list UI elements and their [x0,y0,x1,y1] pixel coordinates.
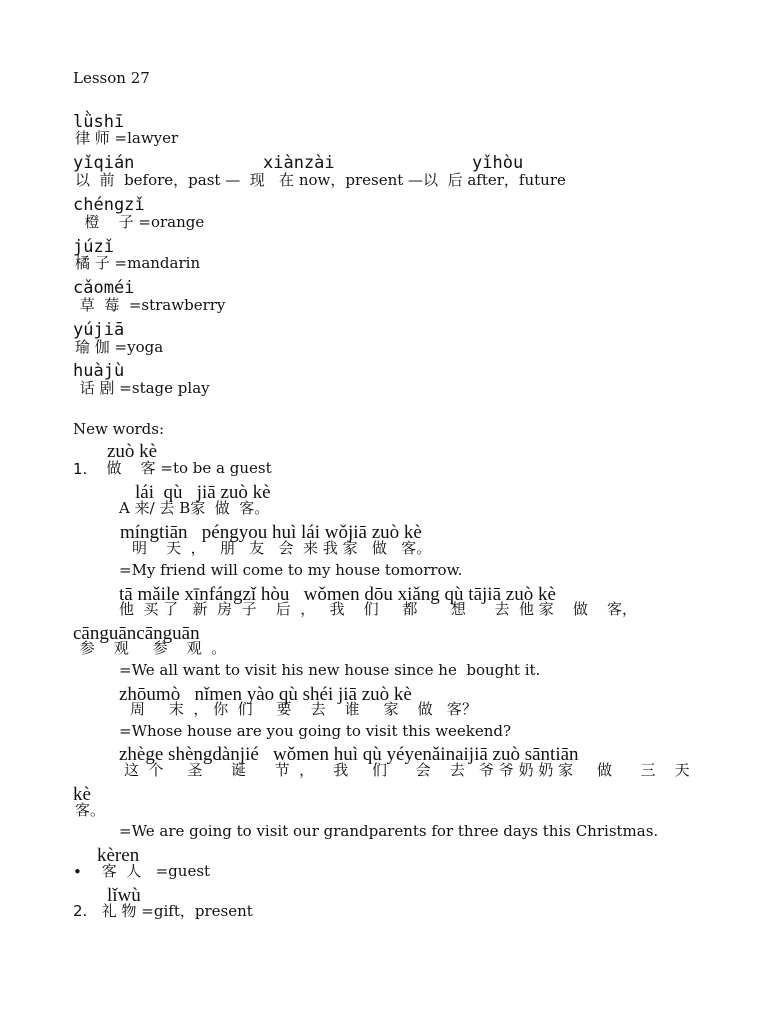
item-line: 礼 物 =gift，present [97,902,253,920]
item-line: 客 人 =guest [97,862,211,880]
list-number: 1. [73,460,88,478]
example-hanzi: 明 天 ， 朋 友 会 来 我 家 做 客。 [132,539,432,557]
bullet-marker: • [73,863,82,881]
example-pinyin: tā mǎile xīnfángzǐ hòu wǒmen dōu xiǎng qù tājiā zuò kè [119,584,556,605]
example-pinyin: zhège shèngdànjié wǒmen huì qù yéyenǎinaijiā zuò sāntiān [119,744,579,765]
vocab-line: 橙 子 =orange [75,213,205,231]
vocab-line: 瑜 伽 =yoga [75,338,164,356]
vocab-pinyin: chéngzǐ [73,195,145,215]
vocab-pinyin: lǜshī [73,112,125,132]
item-line: 做 客 =to be a guest [97,459,272,477]
example-english: =We all want to visit his new house since he bought it. [119,661,541,679]
vocab-pinyin: xiànzài [263,153,335,173]
vocab-line: 话 剧 =stage play [75,379,210,397]
item-pinyin: zuò kè [107,441,158,462]
vocab-pinyin: huàjù [73,361,125,381]
example-hanzi: 参 观 参 观 。 [75,639,227,657]
pattern-line: A 来/ 去 B家 做 客。 [119,499,270,517]
vocab-line: 橘 子 =mandarin [75,254,201,272]
vocab-pinyin: júzǐ [73,237,114,257]
example-hanzi: 他 买 了 新 房 子 后 ， 我 们 都 想 去 他 家 做 客， [119,600,637,618]
example-pinyin: míngtiān péngyou huì lái wǒjiā zuò kè [120,522,422,543]
section-heading: New words: [73,420,165,438]
vocab-line: 律 师 =lawyer [75,129,179,147]
example-pinyin: zhōumò nǐmen yào qù shéi jiā zuò kè [119,684,412,705]
example-hanzi: 这 个 圣 诞 节 ， 我 们 会 去 爷 爷 奶 奶 家 做 三 天 [124,761,690,779]
vocab-line: 以 前 before，past — 现 在 now，present —以 后 after，future [75,171,566,189]
example-hanzi: 客。 [75,801,106,819]
vocab-pinyin: yújiā [73,320,125,340]
example-english: =Whose house are you going to visit this weekend? [119,722,512,740]
vocab-pinyin: cǎoméi [73,278,135,298]
pattern-pinyin: lái qù jiā zuò kè [135,482,271,503]
example-hanzi: 周 末 ， 你 们 要 去 谁 家 做 客？ [130,700,477,718]
example-english: =We are going to visit our grandparents for three days this Christmas. [119,822,659,840]
example-pinyin: cānguāncānguān [73,623,200,644]
example-pinyin: kè [73,784,91,805]
list-number: 2. [73,902,88,920]
vocab-line: 草 莓 =strawberry [75,296,226,314]
example-english: =My friend will come to my house tomorrow. [119,561,463,579]
vocab-pinyin: yǐhòu [472,153,524,173]
item-pinyin: lǐwù [107,885,141,906]
item-pinyin: kèren [97,845,140,866]
lesson-title: Lesson 27 [73,69,150,87]
vocab-pinyin: yǐqián [73,153,135,173]
